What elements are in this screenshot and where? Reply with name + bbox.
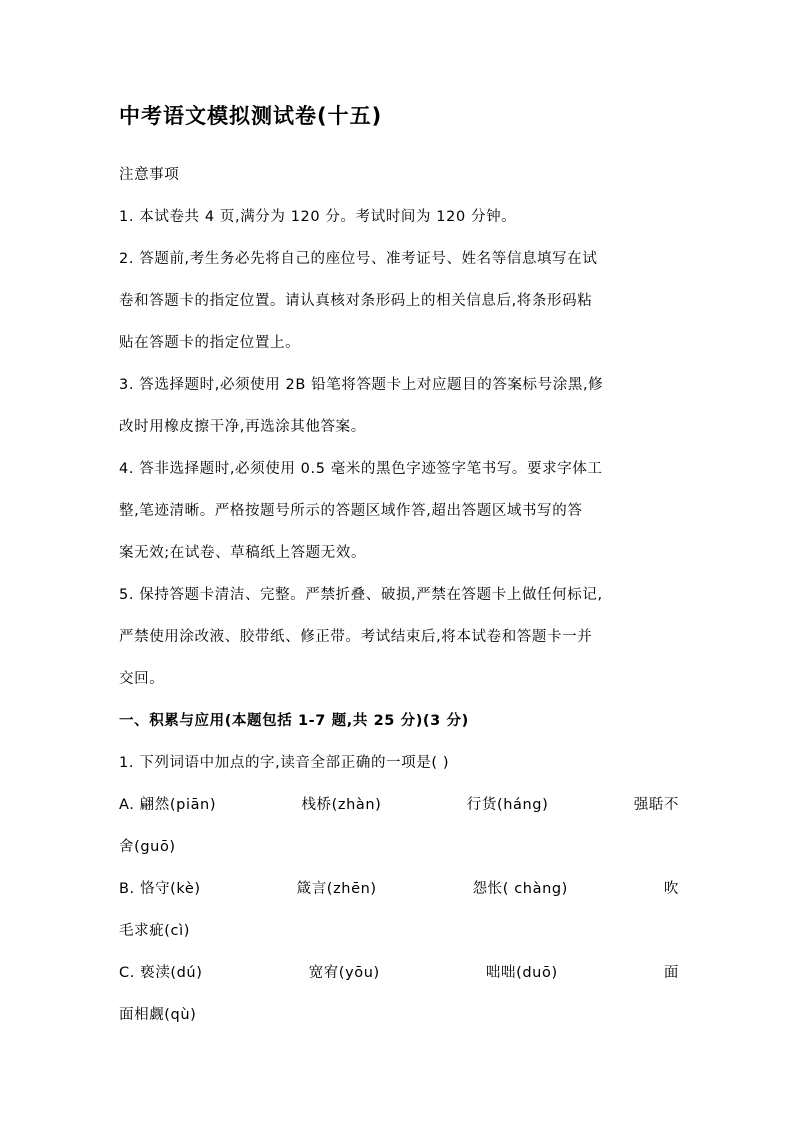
exam-content — [119, 98, 679, 1036]
option-c-item: 面 — [663, 965, 679, 981]
option-a-item: A. 翩然(piān) — [119, 797, 217, 813]
option-b-item: B. 恪守(kè) — [119, 881, 201, 897]
notice-line: 2. 答题前,考生务必先将自己的座位号、准考证号、姓名等信息填写在试 — [119, 251, 598, 267]
question-1: 1. 下列词语中加点的字,读音全部正确的一项是( ) — [119, 755, 450, 771]
option-c — [119, 952, 679, 994]
notice-line: 5. 保持答题卡清洁、完整。严禁折叠、破损,严禁在答题卡上做任何标记, — [119, 587, 603, 603]
option-a-item: 强聒不 — [633, 797, 679, 813]
notice-line: 改时用橡皮擦干净,再选涂其他答案。 — [119, 419, 366, 435]
option-b-continuation: 毛求疵(cì) — [119, 923, 191, 939]
option-b-item: 怨怅( chàng) — [472, 881, 568, 897]
notice-list — [119, 196, 679, 700]
option-a-item: 行货(háng) — [466, 797, 549, 813]
option-c-item: 宽宥(yōu) — [308, 965, 380, 981]
page-title: 中考语文模拟测试卷(十五) — [119, 104, 383, 128]
option-c-item: C. 亵渎(dú) — [119, 965, 203, 981]
notice-heading: 注意事项 — [119, 167, 180, 183]
option-b — [119, 868, 679, 910]
option-a — [119, 784, 679, 826]
notice-line: 交回。 — [119, 671, 165, 687]
option-a-item: 栈桥(zhàn) — [301, 797, 382, 813]
option-c-item: 咄咄(duō) — [485, 965, 558, 981]
option-b-item: 吹 — [663, 881, 679, 897]
notice-line: 严禁使用涂改液、胶带纸、修正带。考试结束后,将本试卷和答题卡一并 — [119, 629, 593, 645]
section-heading: 一、积累与应用(本题包括 1-7 题,共 25 分)(3 分) — [119, 713, 469, 729]
notice-line: 卷和答题卡的指定位置。请认真核对条形码上的相关信息后,将条形码粘 — [119, 293, 593, 309]
option-c-continuation: 面相觑(qù) — [119, 1007, 197, 1023]
notice-line: 案无效;在试卷、草稿纸上答题无效。 — [119, 545, 367, 561]
notice-line: 贴在答题卡的指定位置上。 — [119, 335, 301, 351]
option-b-item: 箴言(zhēn) — [296, 881, 377, 897]
notice-line: 1. 本试卷共 4 页,满分为 120 分。考试时间为 120 分钟。 — [119, 209, 517, 225]
notice-line: 3. 答选择题时,必须使用 2B 铅笔将答题卡上对应题目的答案标号涂黑,修 — [119, 377, 604, 393]
notice-line: 整,笔迹清晰。严格按题号所示的答题区域作答,超出答题区域书写的答 — [119, 503, 583, 519]
option-a-continuation: 舍(guō) — [119, 839, 176, 855]
notice-line: 4. 答非选择题时,必须使用 0.5 毫米的黑色字迹签字笔书写。要求字体工 — [119, 461, 603, 477]
